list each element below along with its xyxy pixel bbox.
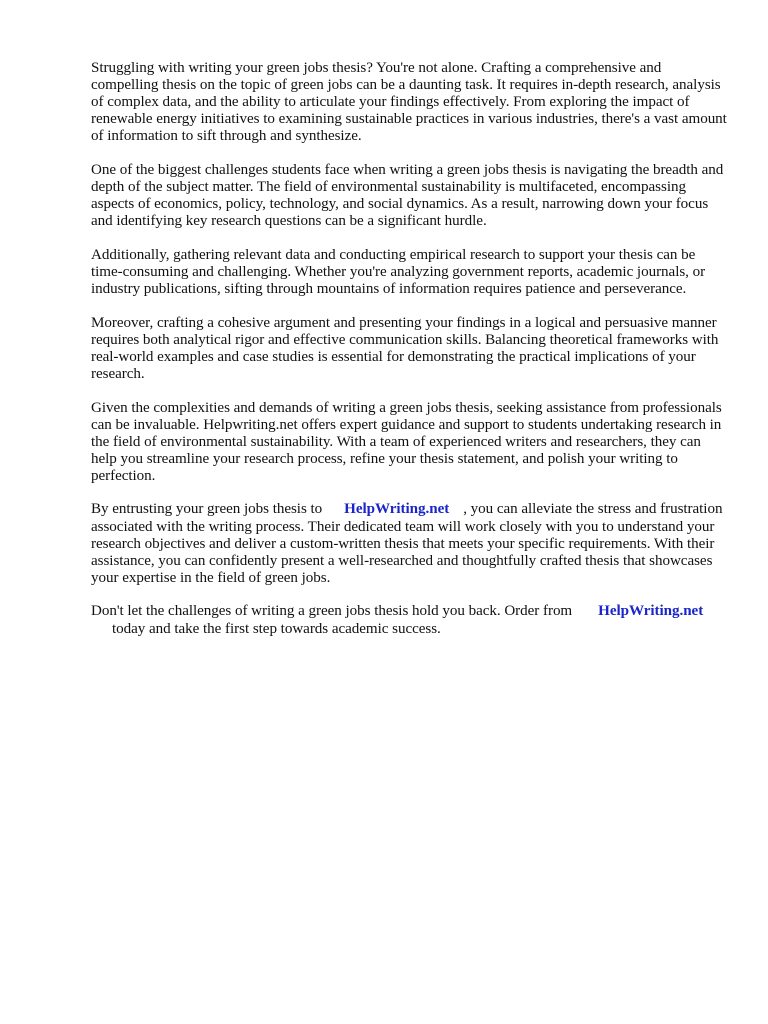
entrust-text-before: By entrusting your green jobs thesis to — [91, 501, 323, 518]
paragraph-data-gathering: Additionally, gathering relevant data and conducting empirical research to support your thesis can be time-consuming and challenging. Whether you're analyzing government reports, academic journals, or industry publications, sifting through mountains of information requires patience and perseverance. — [91, 246, 706, 298]
entrust-text-after: , you can alleviate the stress and frustration associated with the writing process. Their dedicated team will work closely with you to understand your research objectives and deliver a custom-written thesis that meets your specific requirements. With their assistance, you can confidently present a well-researched and thoughtfully crafted thesis that showcases your expertise in the field of green jobs. — [91, 501, 723, 586]
document-body — [91, 60, 727, 654]
paragraph-closing — [91, 603, 727, 637]
helpwriting-link[interactable]: HelpWriting.net — [344, 501, 450, 518]
closing-text-before: Don't let the challenges of writing a green jobs thesis hold you back. Order from — [91, 603, 573, 620]
paragraph-argument: Moreover, crafting a cohesive argument and presenting your findings in a logical and persuasive manner requires both analytical rigor and effective communication skills. Balancing theoretical frameworks with real-world examples and case studies is essential for demonstrating the practical implications of your research. — [91, 314, 719, 382]
paragraph-assistance: Given the complexities and demands of writing a green jobs thesis, seeking assistance from professionals can be invaluable. Helpwriting.net offers expert guidance and support to students undertaking research in the field of environmental sustainability. With a team of experienced writers and researchers, they can help you streamline your research process, refine your thesis statement, and polish your writing to perfection. — [91, 399, 722, 484]
helpwriting-order-link[interactable]: HelpWriting.net — [598, 603, 704, 620]
paragraph-entrust — [91, 501, 727, 586]
paragraph-challenges: One of the biggest challenges students face when writing a green jobs thesis is navigating the breadth and depth of the subject matter. The field of environmental sustainability is multifaceted, encompassing aspects of economics, policy, technology, and social dynamics. As a result, narrowing down your focus and identifying key research questions can be a significant hurdle. — [91, 161, 724, 230]
paragraph-intro: Struggling with writing your green jobs thesis? You're not alone. Crafting a comprehensive and compelling thesis on the topic of green jobs can be a daunting task. It requires in-depth research, analysis of complex data, and the ability to articulate your findings effectively. From exploring the impact of renewable energy initiatives to examining sustainable practices in various industries, there's a vast amount of information to sift through and synthesize. — [91, 60, 727, 145]
closing-text-after: today and take the first step towards academic success. — [112, 620, 441, 637]
